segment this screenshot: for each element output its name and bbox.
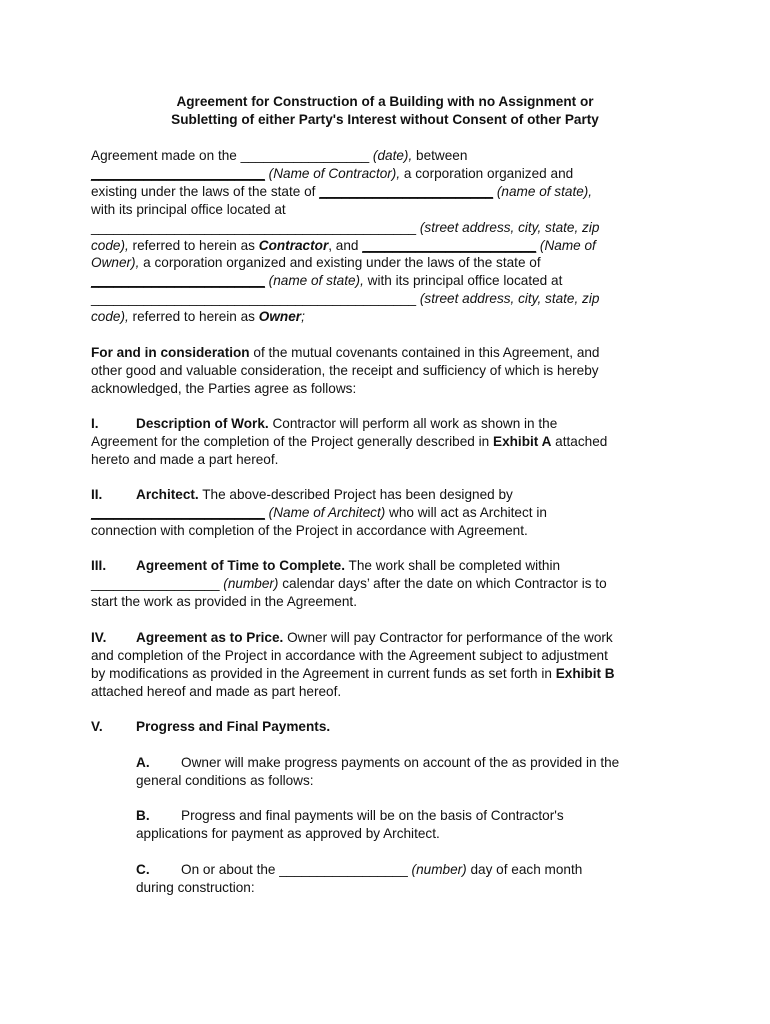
section-heading: Architect.	[136, 487, 199, 502]
section-number: V.	[91, 719, 103, 734]
date-blank: _________________	[240, 148, 370, 163]
text: Owner will pay Contractor for performance of the work	[283, 630, 613, 645]
owner-term: Owner	[258, 309, 302, 325]
text: Owner will make progress payments on account of the as provided in the	[181, 755, 620, 770]
section-time-to-complete	[91, 557, 691, 611]
architect-name-hint: (Name of Architect)	[264, 504, 386, 520]
text: between	[412, 148, 468, 163]
text: On or about the	[181, 862, 280, 877]
owner-address-hint: (street address, city, state, zip	[416, 291, 600, 307]
preamble-paragraph	[91, 147, 691, 326]
owner-state-blank: _______________________	[91, 273, 265, 289]
text: who will act as Architect in	[385, 504, 547, 520]
exhibit-b-ref: Exhibit B	[555, 665, 615, 681]
subsection-number: A.	[136, 755, 150, 770]
text: general conditions as follows:	[136, 772, 314, 788]
text: calendar days’ after the date on which Contractor is to	[278, 575, 607, 591]
section-number: III.	[91, 558, 107, 573]
section-number: II.	[91, 487, 103, 502]
text: code),	[91, 237, 129, 253]
exhibit-a-ref: Exhibit A	[493, 433, 552, 449]
text: Owner),	[91, 255, 140, 271]
text: Progress and final payments will be on the basis of Contractor's	[181, 808, 564, 823]
text: with its principal office located at	[91, 201, 286, 217]
text: other good and valuable consideration, the receipt and sufficiency of which is hereby	[91, 362, 599, 378]
title-line-1: Agreement for Construction of a Building with no Assignment or	[176, 94, 594, 109]
text: by modifications as provided in the Agreement in current funds as set forth in	[91, 665, 556, 681]
owner-address-blank: ___________________________________________	[91, 291, 417, 307]
subsection-number: B.	[136, 808, 150, 823]
contractor-name-hint: (Name of Contractor),	[264, 165, 401, 181]
contractor-name-blank: _______________________	[91, 165, 265, 181]
text: connection with completion of the Project in accordance with Agreement.	[91, 522, 528, 538]
consideration-paragraph	[91, 344, 691, 398]
contractor-state-hint: (name of state),	[493, 183, 593, 199]
text: acknowledged, the Parties agree as follows:	[91, 380, 357, 396]
section-heading: Progress and Final Payments.	[136, 719, 331, 734]
section-description-of-work	[91, 415, 691, 469]
days-hint: (number)	[219, 575, 279, 591]
text: For and in consideration	[91, 345, 250, 360]
section-number: IV.	[91, 630, 107, 645]
text: , and	[328, 237, 363, 253]
text: Agreement made on the	[91, 148, 241, 163]
text: start the work as provided in the Agreement.	[91, 593, 357, 609]
text: a corporation organized and existing under the laws of the state of	[139, 255, 541, 271]
section-number: I.	[91, 416, 99, 431]
text: attached hereof and made as part hereof.	[91, 683, 342, 699]
section-price	[91, 629, 691, 701]
text: of the mutual covenants contained in this Agreement, and	[249, 345, 600, 360]
architect-name-blank: _______________________	[91, 504, 265, 520]
date-hint: (date),	[369, 148, 413, 163]
section-architect	[91, 486, 691, 540]
text: Contractor will perform all work as shown in the	[268, 416, 558, 431]
subsection-c	[136, 861, 696, 897]
section-heading: Agreement as to Price.	[136, 630, 284, 645]
text: during construction:	[136, 879, 255, 895]
text: Agreement for the completion of the Project generally described in	[91, 433, 493, 449]
text: applications for payment as approved by Architect.	[136, 825, 440, 841]
contractor-address-hint: (street address, city, state, zip	[416, 219, 600, 235]
text: hereto and made a part hereof.	[91, 451, 279, 467]
contractor-state-blank: _______________________	[319, 183, 494, 199]
text: The work shall be completed within	[344, 558, 561, 573]
section-heading: Agreement of Time to Complete.	[136, 558, 345, 573]
owner-state-hint: (name of state),	[264, 273, 364, 289]
subsection-a	[136, 754, 696, 790]
section-payments	[91, 718, 691, 736]
text: ;	[301, 309, 305, 325]
text: with its principal office located at	[363, 273, 563, 289]
text: referred to herein as	[128, 237, 259, 253]
text: existing under the laws of the state of	[91, 183, 320, 199]
text: day of each month	[466, 862, 583, 877]
owner-name-blank: _______________________	[362, 237, 537, 253]
subsection-number: C.	[136, 862, 150, 877]
text: attached	[551, 433, 608, 449]
title-line-2: Subletting of either Party's Interest without Consent of other Party	[171, 112, 599, 127]
section-heading: Description of Work.	[136, 416, 269, 431]
text: The above-described Project has been designed by	[198, 487, 513, 502]
contractor-term: Contractor	[258, 237, 329, 253]
day-hint: (number)	[407, 862, 467, 877]
document-title	[90, 93, 680, 129]
text: and completion of the Project in accordance with the Agreement subject to adjustment	[91, 647, 608, 663]
text: code),	[91, 309, 129, 325]
contractor-address-blank: ___________________________________________	[91, 219, 417, 235]
owner-name-hint: (Name of	[536, 237, 596, 253]
text: referred to herein as	[128, 309, 259, 325]
day-blank: _________________	[279, 862, 408, 877]
days-blank: _________________	[91, 575, 220, 591]
subsection-b	[136, 807, 696, 843]
text: a corporation organized and	[400, 165, 574, 181]
